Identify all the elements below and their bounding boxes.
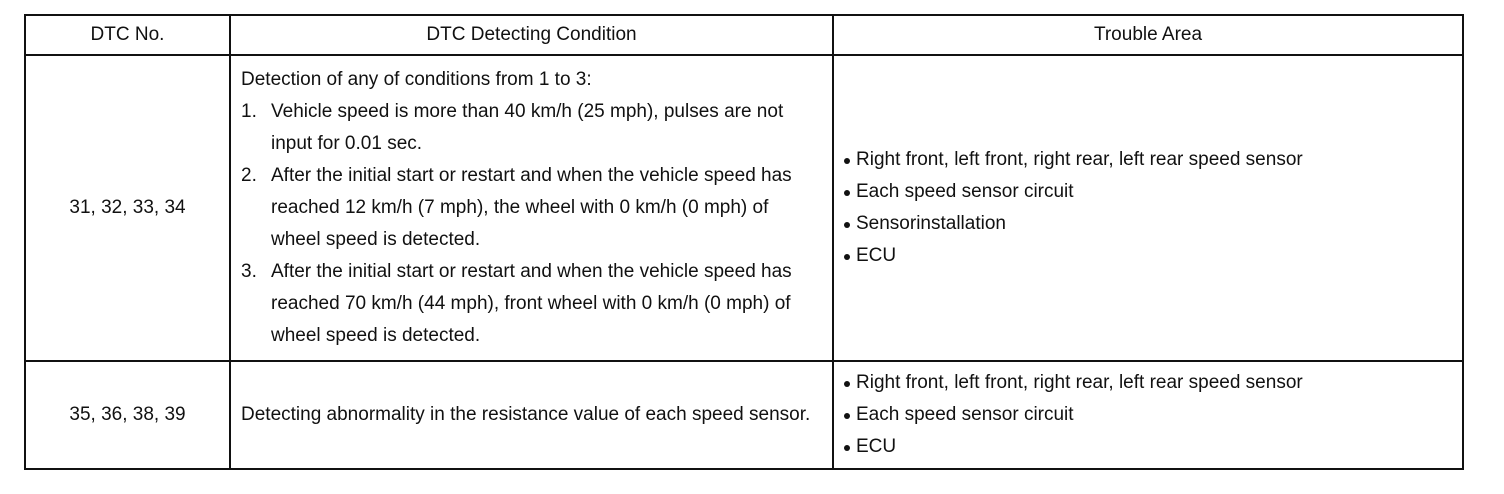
condition-text: Detecting abnormality in the resistance value of each speed sensor. [241, 404, 811, 425]
trouble-area-item: Right front, left front, right rear, left rear speed sensor [844, 144, 1452, 176]
table-header-row [25, 15, 1463, 55]
condition-item [241, 256, 822, 352]
dtc-table [24, 14, 1464, 470]
table-row [25, 55, 1463, 361]
trouble-area-item: Each speed sensor circuit [844, 399, 1452, 431]
trouble-area-cell [833, 361, 1463, 469]
trouble-area-list [844, 367, 1452, 463]
condition-text: Vehicle speed is more than 40 km/h (25 mph), pulses are not input for 0.01 sec. [271, 101, 784, 154]
condition-number: 3. [241, 261, 257, 282]
condition-item [241, 96, 822, 160]
trouble-area-list [844, 144, 1452, 272]
trouble-area-item: ECU [844, 431, 1452, 463]
condition-list [241, 96, 822, 352]
condition-item [241, 160, 822, 256]
table-row [25, 361, 1463, 469]
trouble-area-item: Each speed sensor circuit [844, 176, 1452, 208]
trouble-area-item: ECU [844, 240, 1452, 272]
dtc-number-cell: 31, 32, 33, 34 [25, 55, 230, 361]
dtc-number-cell: 35, 36, 38, 39 [25, 361, 230, 469]
condition-cell [230, 55, 833, 361]
header-detecting-condition: DTC Detecting Condition [230, 15, 833, 55]
trouble-area-item: Sensorinstallation [844, 208, 1452, 240]
condition-intro: Detection of any of conditions from 1 to 3: [241, 69, 592, 90]
condition-number: 2. [241, 165, 257, 186]
condition-text: After the initial start or restart and when the vehicle speed has reached 70 km/h (44 mph), front wheel with 0 km/h (0 mph) of wheel speed is detected. [271, 261, 792, 346]
condition-text: After the initial start or restart and when the vehicle speed has reached 12 km/h (7 mph), the wheel with 0 km/h (0 mph) of wheel speed is detected. [271, 165, 792, 250]
header-trouble-area: Trouble Area [833, 15, 1463, 55]
header-dtc-no: DTC No. [25, 15, 230, 55]
trouble-area-cell [833, 55, 1463, 361]
trouble-area-item: Right front, left front, right rear, left rear speed sensor [844, 367, 1452, 399]
condition-number: 1. [241, 101, 257, 122]
condition-cell [230, 361, 833, 469]
